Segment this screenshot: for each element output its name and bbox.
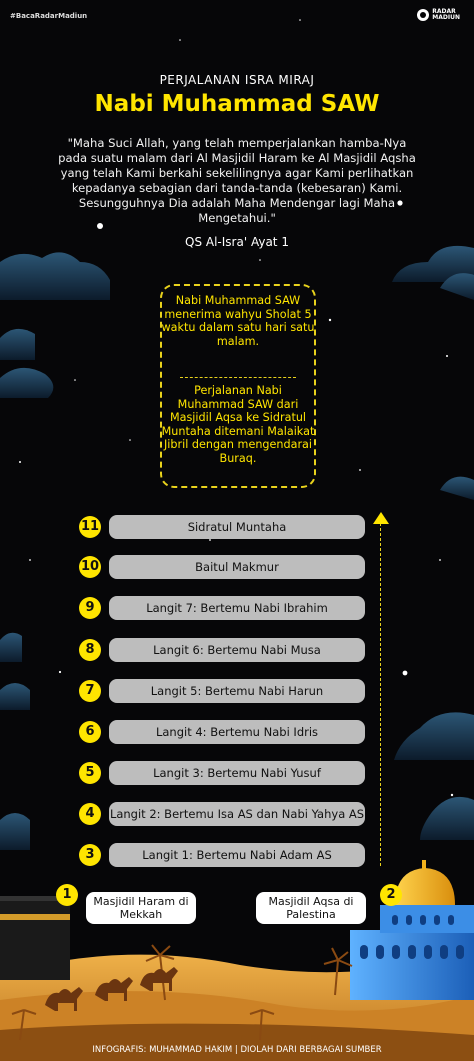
- step-number-6: 6: [79, 721, 101, 743]
- step-label-11: Sidratul Muntaha: [109, 515, 365, 539]
- step-label-3: Langit 1: Bertemu Nabi Adam AS: [109, 843, 365, 867]
- arrow-up-icon: [373, 512, 389, 524]
- step-number-9: 9: [79, 597, 101, 619]
- step-number-8: 8: [79, 639, 101, 661]
- step-label-9: Langit 7: Bertemu Nabi Ibrahim: [109, 596, 365, 620]
- page-title: Nabi Muhammad SAW: [94, 91, 380, 117]
- ascent-line: [380, 518, 381, 866]
- quran-quote: "Maha Suci Allah, yang telah memperjalankan hamba-Nya pada suatu malam dari Al Masjidil Haram ke Al Masjidil Aqsha yang telah Kami berkahi sekelilingnya agar Kami perlihatkan kepadanya sebagian dari tanda-tanda (kebesaran) Kami. Sesungguhnya Dia adalah Maha Mendengar lagi Maha Mengetahui.": [58, 136, 416, 225]
- logo-line-1: RADAR: [432, 8, 456, 15]
- clouds-right: [392, 246, 474, 840]
- step-label-6: Langit 4: Bertemu Nabi Idris: [109, 720, 365, 744]
- place-label-masjidil-haram: Masjidil Haram di Mekkah: [86, 892, 196, 924]
- step-number-4: 4: [79, 803, 101, 825]
- step-number-7: 7: [79, 680, 101, 702]
- kaaba-illustration: [0, 896, 70, 980]
- step-number-10: 10: [79, 556, 101, 578]
- place-number-2: 2: [380, 884, 402, 906]
- info-box-divider: [180, 377, 296, 378]
- step-number-11: 11: [79, 516, 101, 538]
- logo-icon: [417, 9, 429, 21]
- page-subtitle: PERJALANAN ISRA MIRAJ: [159, 73, 315, 87]
- info-box-text-2: Perjalanan Nabi Muhammad SAW dari Masjidil Aqsa ke Sidratul Muntaha ditemani Malaikat Jibril dengan mengendarai Buraq.: [161, 384, 315, 465]
- step-label-8: Langit 6: Bertemu Nabi Musa: [109, 638, 365, 662]
- logo-line-2: MADIUN: [432, 14, 460, 21]
- radar-madiun-logo: [417, 9, 460, 21]
- place-label-masjidil-aqsa: Masjidil Aqsa di Palestina: [256, 892, 366, 924]
- step-label-7: Langit 5: Bertemu Nabi Harun: [109, 679, 365, 703]
- step-number-5: 5: [79, 762, 101, 784]
- info-box-text-1: Nabi Muhammad SAW menerima wahyu Sholat 5 waktu dalam satu hari satu malam.: [161, 294, 315, 348]
- step-number-3: 3: [79, 844, 101, 866]
- step-label-10: Baitul Makmur: [109, 555, 365, 579]
- clouds-left: [0, 252, 110, 850]
- place-number-1: 1: [56, 884, 78, 906]
- step-label-4: Langit 2: Bertemu Isa AS dan Nabi Yahya AS: [109, 802, 365, 826]
- quote-reference: QS Al-Isra' Ayat 1: [185, 235, 289, 249]
- step-label-5: Langit 3: Bertemu Nabi Yusuf: [109, 761, 365, 785]
- aqsa-mosque-illustration: [350, 860, 474, 1000]
- hashtag: #BacaRadarMadiun: [10, 12, 88, 20]
- footer-credit: INFOGRAFIS: MUHAMMAD HAKIM | DIOLAH DARI BERBAGAI SUMBER: [92, 1045, 382, 1055]
